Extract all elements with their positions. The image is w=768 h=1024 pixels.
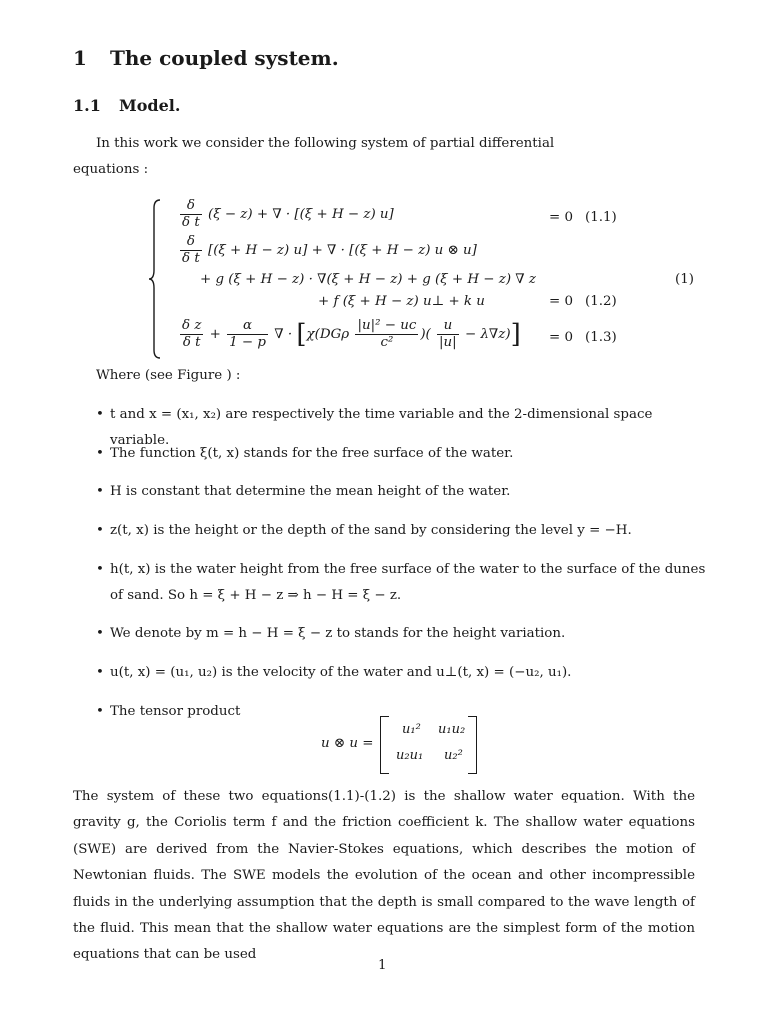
page-number: 1: [378, 958, 387, 973]
equation-1-1-lhs: (ξ − z) + ∇ · [(ξ + H − z) u]: [207, 207, 394, 222]
subsection-number: 1.1: [73, 96, 101, 115]
where-line: Where (see Figure ) :: [96, 368, 241, 383]
equation-1-2-line-1: $\frac{\delta}{\text{δ t}}$ [(ξ + H − z) u] + ∇ · [(ξ + H − z) u ⊗ u]: [182, 234, 477, 266]
equation-1-1-tag: (1.1): [585, 210, 617, 225]
list-item: • u(t, x) = (u₁, u₂) is the velocity of the water and u⊥(t, x) = (−u₂, u₁).: [96, 665, 572, 680]
system-tag: (1): [675, 272, 694, 287]
equation-1-2-tag: (1.2): [585, 294, 617, 309]
equation-1-3-rhs: = 0: [549, 330, 573, 345]
section-title: The coupled system.: [110, 46, 339, 70]
matrix-right-bracket: [468, 716, 477, 774]
left-brace: [148, 198, 162, 360]
matrix-left-bracket: [380, 716, 389, 774]
body-paragraph: The system of these two equations(1.1)-(1.2) is the shallow water equation. With the gravity g, the Coriolis term f and the friction coefficient k. The shallow water equations (SWE) are derived from the Navier-Stokes equations, which describes the motion of Newtonian fluids. The SWE models the evolution of the ocean and other incompressible fluids in the underlying assumption that the depth is small compared to the wave length of the fluid. This mean that the shallow water equations are the simplest form of the motion equations that can be used: [73, 789, 695, 963]
list-item: • The function ξ(t, x) stands for the free surface of the water.: [96, 446, 514, 461]
matrix-entry: u₂²: [444, 748, 463, 763]
subsection-title: Model.: [119, 96, 181, 115]
tensor-lhs: u ⊗ u =: [321, 736, 374, 751]
equation-1-2-rhs: = 0: [549, 294, 573, 309]
list-item: • z(t, x) is the height or the depth of the sand by considering the level y = −H.: [96, 523, 632, 538]
list-item: • We denote by m = h − H = ξ − z to stands for the height variation.: [96, 626, 566, 641]
matrix-entry: u₂u₁: [396, 748, 424, 763]
equation-1-3: $\frac{\text{δ z}}{\text{δ t}}$ + $\frac{\alpha}{1 - p}$ ∇ · [χ(DGρ $\frac{\text{|u|² − uc}}{\text{c²}}$ )( $\frac{u}{|u|}$ − λ∇z)]: [182, 318, 521, 350]
equation-1-2-line-2: + g (ξ + H − z) · ∇(ξ + H − z) + g (ξ + H − z) ∇ z: [200, 272, 536, 287]
list-item: • t and x = (x₁, x₂) are respectively the time variable and the 2-dimensional space variable.: [96, 407, 653, 448]
list-item: • The tensor product: [96, 704, 241, 719]
section-number: 1: [73, 46, 87, 70]
equation-1-2-line-3: + f (ξ + H − z) u⊥ + k u: [318, 294, 485, 309]
list-item: • h(t, x) is the water height from the free surface of the water to the surface of the dunes of sand. So h = ξ + H − z ⇒ h − H = ξ − z.: [96, 562, 706, 603]
intro-line-2: equations :: [73, 162, 149, 177]
equation-1-1-rhs: = 0: [549, 210, 573, 225]
equation-1-1: $\frac{\delta}{\text{δ t}}$ (ξ − z) + ∇ · [(ξ + H − z) u]: [182, 198, 394, 230]
intro-line-1: In this work we consider the following system of partial differential: [96, 136, 555, 151]
list-item: • H is constant that determine the mean height of the water.: [96, 484, 511, 499]
equation-1-3-tag: (1.3): [585, 330, 617, 345]
matrix-entry: u₁u₂: [438, 722, 466, 737]
matrix-entry: u₁²: [402, 722, 421, 737]
